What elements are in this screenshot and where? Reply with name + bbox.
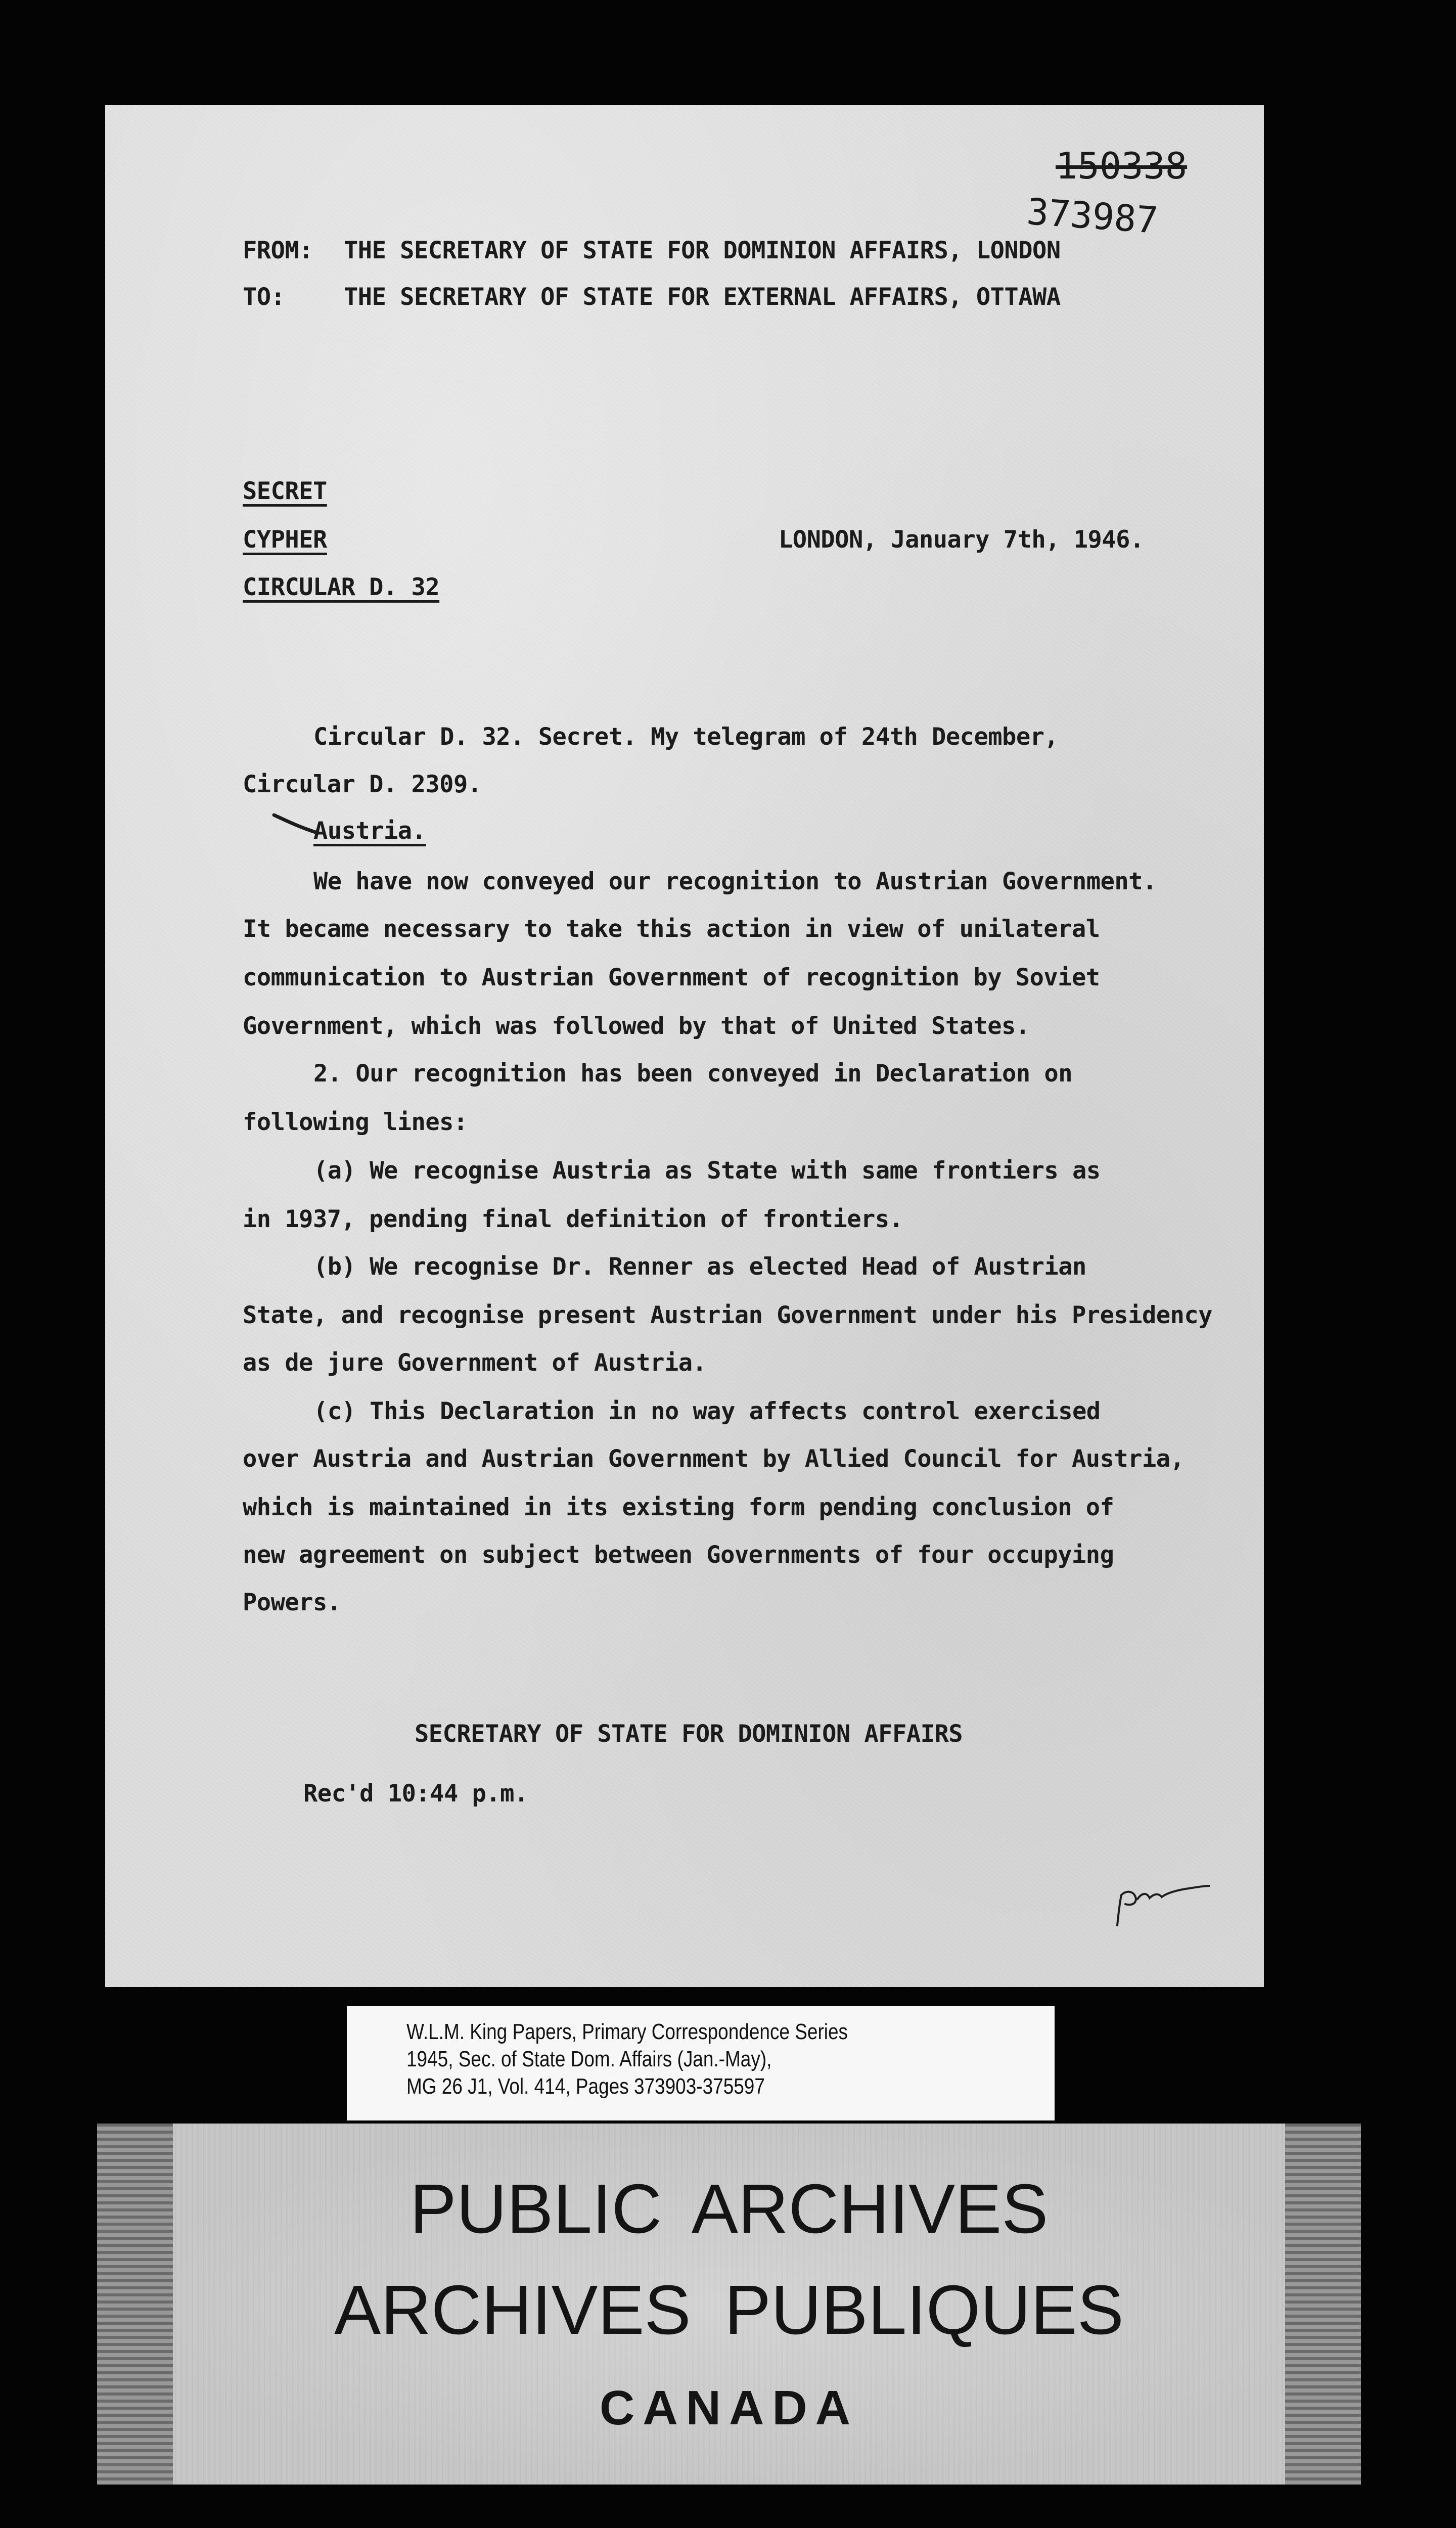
body-line-8: 2. Our recognition has been conveyed in Declaration on <box>313 1060 1073 1088</box>
body-line-4: We have now conveyed our recognition to Austrian Government. <box>313 868 1157 895</box>
banner-line-country: CANADA <box>600 2381 858 2435</box>
body-line-11: in 1937, pending final definition of frontiers. <box>243 1205 903 1233</box>
reference-line-3: MG 26 J1, Vol. 414, Pages 373903-375597 <box>406 2074 765 2099</box>
body-line-14: as de jure Government of Austria. <box>243 1349 707 1377</box>
body-line-16: over Austria and Austrian Government by Allied Council for Austria, <box>243 1445 1185 1473</box>
handwritten-tick-mark <box>272 812 317 837</box>
body-line-5: It became necessary to take this action in view of unilateral <box>243 915 1100 943</box>
body-line-15: (c) This Declaration in no way affects control exercised <box>313 1397 1101 1425</box>
crossed-out-stamp-number: 150338 <box>1056 145 1188 187</box>
body-line-2: Circular D. 2309. <box>243 771 482 798</box>
archive-reference-label <box>347 2006 1055 2120</box>
reference-line-2: 1945, Sec. of State Dom. Affairs (Jan.-May), <box>406 2047 772 2071</box>
from-text: THE SECRETARY OF STATE FOR DOMINION AFFAIRS, LONDON <box>344 237 1061 264</box>
body-line-12: (b) We recognise Dr. Renner as elected Head of Austrian <box>313 1253 1086 1281</box>
circular-heading: CIRCULAR D. 32 <box>243 573 440 601</box>
body-line-18: new agreement on subject between Governments of four occupying <box>243 1541 1114 1569</box>
place-date: LONDON, January 7th, 1946. <box>779 526 1144 554</box>
body-line-1: Circular D. 32. Secret. My telegram of 24th December, <box>313 723 1059 751</box>
body-line-17: which is maintained in its existing form pending conclusion of <box>243 1494 1114 1521</box>
body-line-19: Powers. <box>243 1589 341 1616</box>
body-line-10: (a) We recognise Austria as State with same frontiers as <box>313 1157 1101 1185</box>
reference-line-1: W.L.M. King Papers, Primary Correspondence Series <box>406 2019 848 2044</box>
secret-heading: SECRET <box>243 477 327 505</box>
austria-subject: Austria. <box>313 817 426 845</box>
received-time: Rec'd 10:44 p.m. <box>303 1780 528 1808</box>
body-line-9: following lines: <box>243 1108 468 1136</box>
signature-line: SECRETARY OF STATE FOR DOMINION AFFAIRS <box>415 1720 963 1748</box>
handwritten-initials <box>1111 1875 1212 1930</box>
public-archives-banner <box>97 2124 1361 2485</box>
body-line-13: State, and recognise present Austrian Government under his Presidency <box>243 1301 1212 1329</box>
body-line-6: communication to Austrian Government of recognition by Soviet <box>243 964 1100 991</box>
cypher-heading: CYPHER <box>243 526 327 554</box>
banner-line-english: PUBLIC ARCHIVES <box>410 2170 1049 2248</box>
body-line-7: Government, which was followed by that of United States. <box>243 1012 1030 1040</box>
banner-line-french: ARCHIVES PUBLIQUES <box>334 2271 1124 2349</box>
from-label: FROM: <box>243 237 313 264</box>
to-text: THE SECRETARY OF STATE FOR EXTERNAL AFFAIRS, OTTAWA <box>344 283 1061 311</box>
to-label: TO: <box>243 283 285 311</box>
document-sheet <box>105 105 1264 1987</box>
page-stamp-number: 373987 <box>1025 190 1160 242</box>
